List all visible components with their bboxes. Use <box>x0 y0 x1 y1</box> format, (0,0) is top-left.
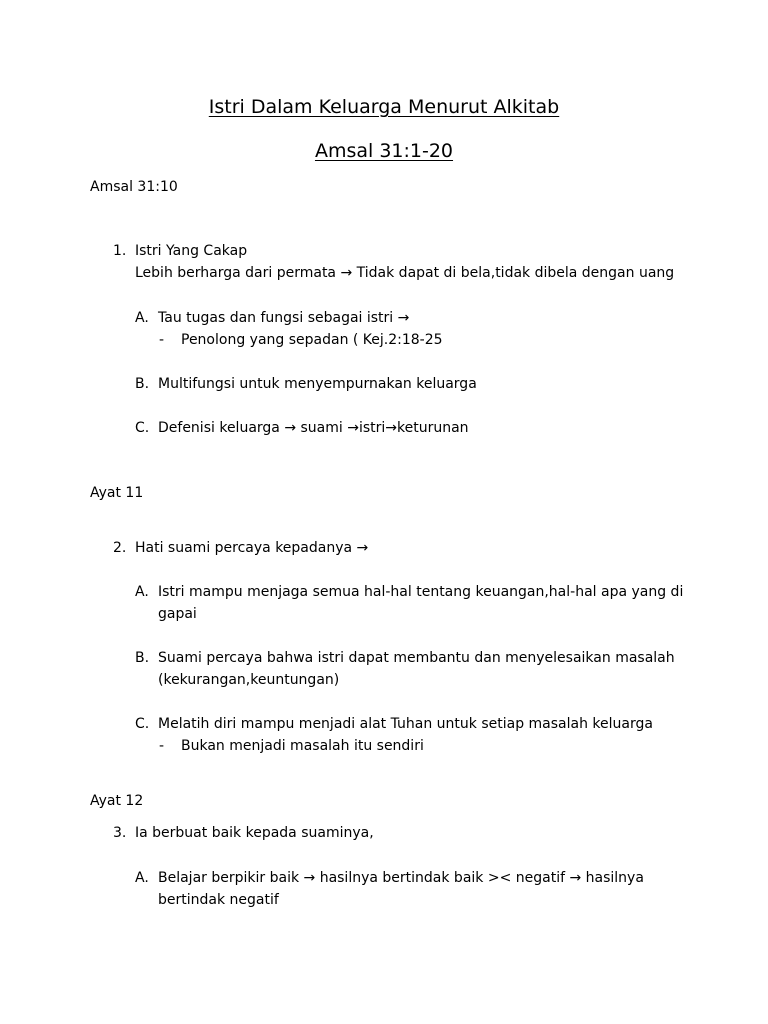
document-subtitle: Amsal 31:1-20 <box>314 140 454 162</box>
subpoint-text: Belajar berpikir baik → hasilnya bertindak baik >< negatif → hasilnya <box>158 870 644 886</box>
list-letter: C. <box>135 420 150 436</box>
subpoint-text: Multifungsi untuk menyempurnakan keluarga <box>158 376 477 392</box>
list-number: 2. <box>113 540 127 556</box>
point-title: Ia berbuat baik kepada suaminya, <box>135 825 374 841</box>
list-letter: A. <box>135 870 149 886</box>
point-title: Istri Yang Cakap <box>135 243 248 259</box>
section-heading: Ayat 12 <box>90 793 144 809</box>
list-letter: A. <box>135 584 149 600</box>
subpoint-text-continued: gapai <box>158 606 197 622</box>
subpoint-text-continued: (kekurangan,keuntungan) <box>158 672 340 688</box>
subpoint-text: Suami percaya bahwa istri dapat membantu dan menyelesaikan masalah <box>158 650 675 666</box>
subpoint-text: Defenisi keluarga → suami →istri→keturunan <box>158 420 469 436</box>
subpoint-text: Istri mampu menjaga semua hal-hal tentang keuangan,hal-hal apa yang di <box>158 584 684 600</box>
list-number: 3. <box>113 825 127 841</box>
list-letter: B. <box>135 650 150 666</box>
list-letter: A. <box>135 310 149 326</box>
list-letter: B. <box>135 376 150 392</box>
subpoint-text-continued: bertindak negatif <box>158 892 279 908</box>
dash-item-text: Penolong yang sepadan ( Kej.2:18-25 <box>181 332 443 348</box>
dash-item-text: Bukan menjadi masalah itu sendiri <box>181 738 424 754</box>
section-heading: Ayat 11 <box>90 485 144 501</box>
point-title: Hati suami percaya kepadanya → <box>135 540 369 556</box>
section-heading: Amsal 31:10 <box>90 179 178 195</box>
subpoint-text: Tau tugas dan fungsi sebagai istri → <box>158 310 410 326</box>
dash-marker: - <box>159 332 165 348</box>
document-title: Istri Dalam Keluarga Menurut Alkitab <box>208 96 560 118</box>
point-text: Lebih berharga dari permata → Tidak dapat di bela,tidak dibela dengan uang <box>135 265 675 281</box>
list-number: 1. <box>113 243 127 259</box>
dash-marker: - <box>159 738 165 754</box>
list-letter: C. <box>135 716 150 732</box>
subpoint-text: Melatih diri mampu menjadi alat Tuhan untuk setiap masalah keluarga <box>158 716 653 732</box>
